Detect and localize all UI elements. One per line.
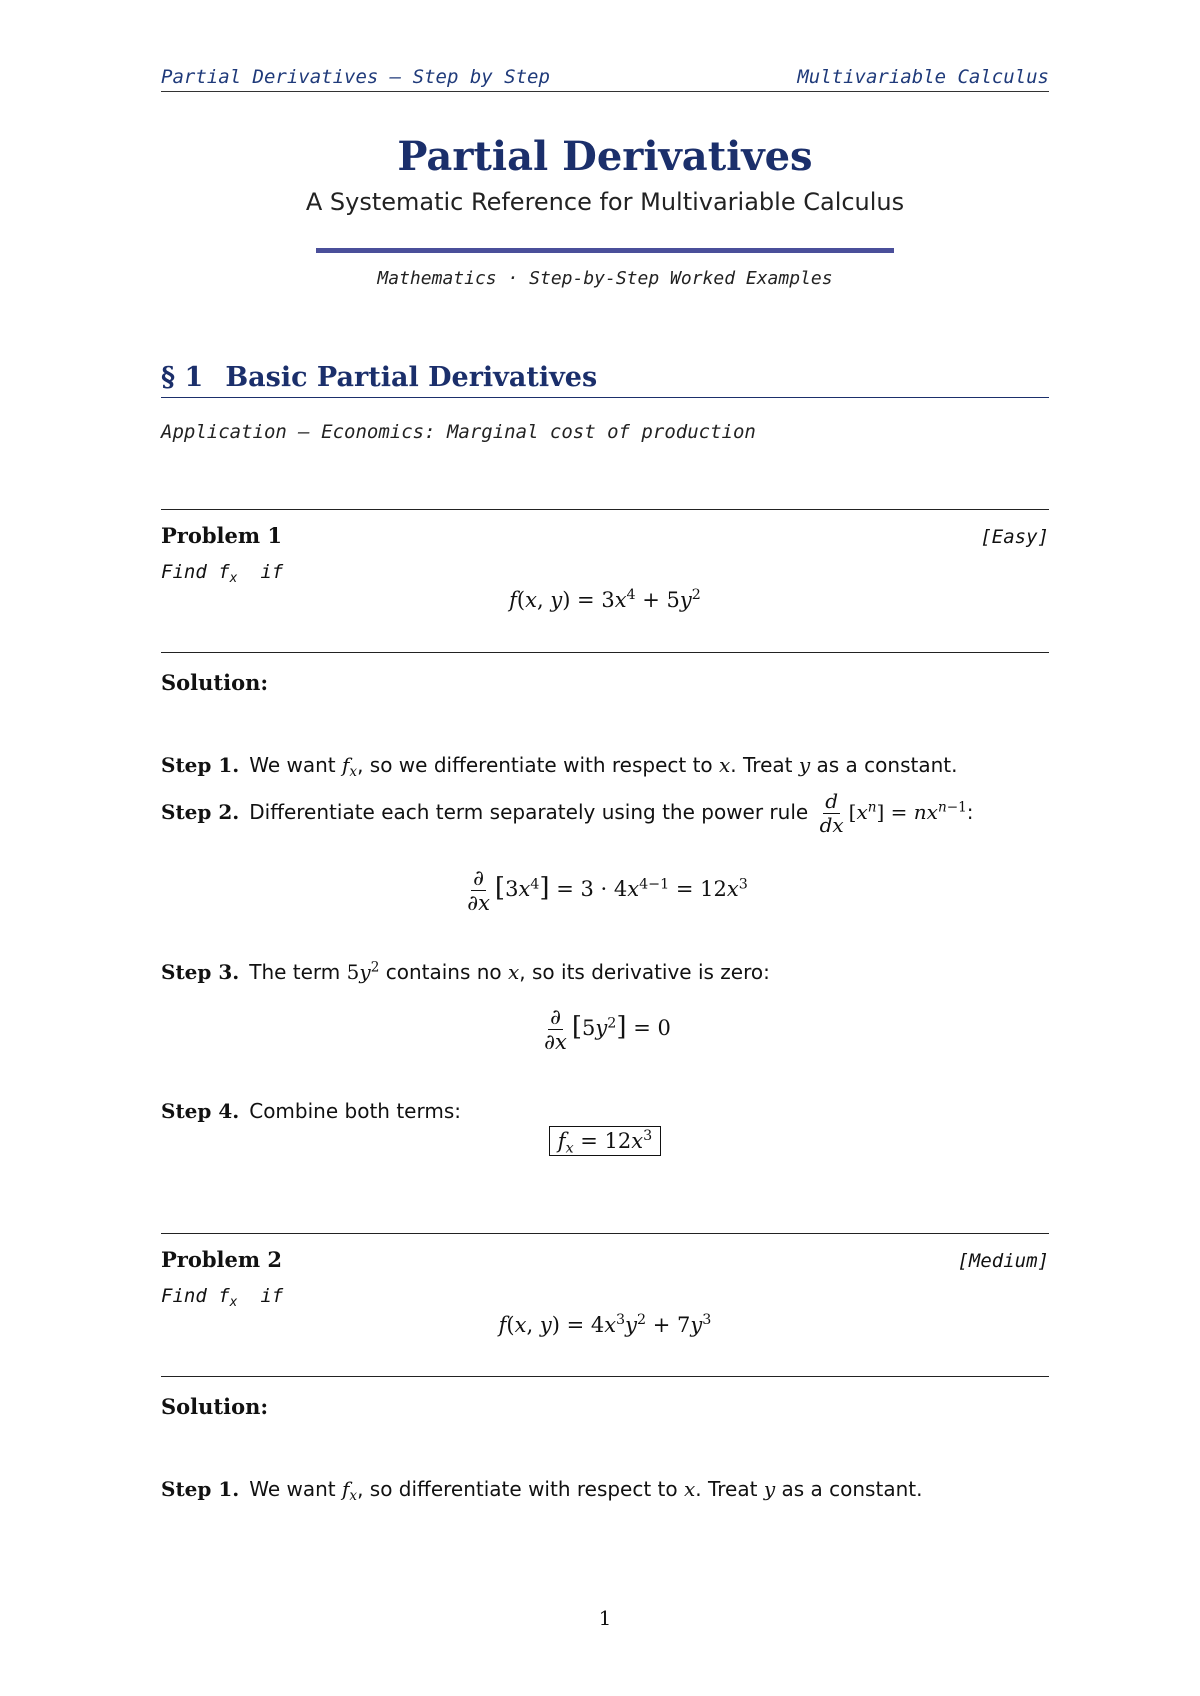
problem-1-answer: $f_x = 12x^3$ <box>161 1126 1049 1156</box>
problem-1-solution-label: Solution: <box>161 670 269 695</box>
problem-1-step-2-equation: $\frac{\partial}{\partial x}$ $[3x^4] = 3 \cdot 4x^{4-1} = 12x^3$ <box>467 866 748 916</box>
problem-2-top-rule <box>161 1233 1049 1234</box>
problem-1-heading <box>161 523 1049 548</box>
kicker: Mathematics · Step-by-Step Worked Examples <box>377 268 833 289</box>
running-header <box>161 66 1049 92</box>
problem-1-prompt: Find $f_x$ if <box>161 561 284 586</box>
problem-2-difficulty: [Medium] <box>957 1250 1049 1272</box>
problem-1-step-3-equation: $\frac{\partial}{\partial x}$ $[5y^2] = 0$ <box>544 1005 671 1055</box>
header-left: Partial Derivatives — Step by Step <box>161 66 550 88</box>
section-number: § 1 <box>161 362 204 393</box>
problem-2-heading <box>161 1247 1049 1272</box>
problem-1-label: Problem 1 <box>161 523 283 548</box>
problem-1-difficulty: [Easy] <box>980 526 1049 548</box>
page-title: Partial Derivatives <box>397 133 813 180</box>
problem-1-bottom-rule <box>161 652 1049 653</box>
problem-1-step-1: Step 1. We want $f_x$, so we differentiate with respect to x. Treat y as a constant. <box>161 753 958 781</box>
problem-2-label: Problem 2 <box>161 1247 283 1272</box>
problem-1-step-3: Step 3. The term $5y^2$ contains no x, so its derivative is zero: <box>161 959 770 984</box>
header-right: Multivariable Calculus <box>797 66 1049 88</box>
problem-2-bottom-rule <box>161 1376 1049 1377</box>
problem-2-solution-label: Solution: <box>161 1394 269 1419</box>
section-application: Application — Economics: Marginal cost of production <box>161 421 756 443</box>
page-number: 1 <box>598 1606 612 1630</box>
section-heading <box>161 362 1049 398</box>
problem-1-top-rule <box>161 509 1049 510</box>
page-subtitle: A Systematic Reference for Multivariable Calculus <box>305 188 905 216</box>
problem-2-function: f(x, $y) = 4x^3y^2 + 7y^3$ <box>498 1312 712 1337</box>
problem-2-prompt: Find $f_x$ if <box>161 1285 284 1310</box>
problem-1-step-4: Step 4. Combine both terms: <box>161 1099 461 1123</box>
problem-1-function: f(x, $y) = 3x^4 + 5y^2$ <box>509 587 701 612</box>
title-rule <box>316 248 894 253</box>
section-title: Basic Partial Derivatives <box>225 362 598 393</box>
problem-1-step-2: Step 2. Differentiate each term separately using the power rule $\frac{d}{dx}$ $[x^n] = nx^{n-1}$: <box>161 789 974 837</box>
problem-2-step-1: Step 1. We want $f_x$, so differentiate with respect to x. Treat y as a constant. <box>161 1477 923 1505</box>
